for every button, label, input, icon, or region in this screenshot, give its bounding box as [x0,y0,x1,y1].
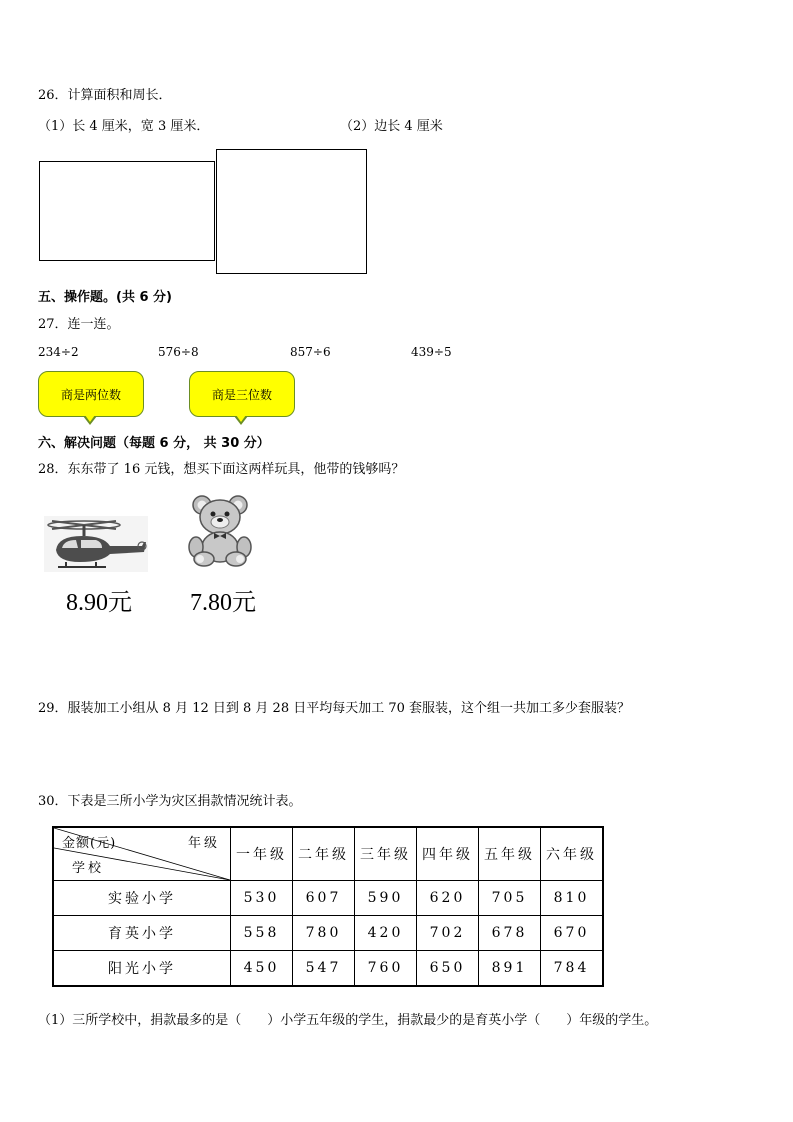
label-two-digit-text: 商是两位数 [60,387,121,402]
table-cell: 420 [355,916,417,951]
table-cell: 450 [231,951,293,986]
table-cell: 547 [293,951,355,986]
table-cell: 891 [479,951,541,986]
table-cell: 558 [231,916,293,951]
table-cell: 620 [417,881,479,916]
table-row [53,881,603,916]
corner-school-label: 学校 [72,861,105,876]
grade-header-5: 五年级 [479,827,541,881]
table-cell: 670 [541,916,604,951]
grade-header-3: 三年级 [355,827,417,881]
grade-header-2: 二年级 [293,827,355,881]
helicopter-toy-image [44,516,148,572]
q26-part2: （2）边长 4 厘米 [340,119,443,134]
table-cell: 590 [355,881,417,916]
table-cell: 607 [293,881,355,916]
school-name: 实验小学 [53,881,231,916]
label-three-digit-quotient[interactable] [189,371,295,417]
teddy-bear-price: 7.80元 [190,590,256,616]
q26-part1: （1）长 4 厘米，宽 3 厘米． [38,119,210,134]
table-cell: 784 [541,951,604,986]
q26-title: 26．计算面积和周长． [38,88,172,103]
rectangle-figure [39,161,215,261]
table-cell: 705 [479,881,541,916]
corner-amount-label: 金额(元) [62,836,117,851]
label-two-digit-quotient[interactable] [38,371,144,417]
corner-grade-label: 年级 [187,836,220,851]
helicopter-price: 8.90元 [66,590,132,616]
table-cell: 760 [355,951,417,986]
q30-sub-question-1: （1）三所学校中，捐款最多的是（ ）小学五年级的学生，捐款最少的是育英小学（ ）年级的学生。 [38,1013,658,1028]
section6-title: 六、解决问题（每题 6 分， 共 30 分） [38,436,270,451]
table-row [53,916,603,951]
table-cell: 780 [293,916,355,951]
table-cell: 678 [479,916,541,951]
square-figure [216,149,367,274]
table-cell: 810 [541,881,604,916]
expression-2: 576÷8 [158,345,199,359]
label-three-digit-text: 商是三位数 [211,387,272,402]
grade-header-6: 六年级 [541,827,604,881]
section5-title: 五、操作题。(共 6 分) [38,290,172,305]
grade-header-4: 四年级 [417,827,479,881]
q29-title: 29．服装加工小组从 8 月 12 日到 8 月 28 日平均每天加工 70 套服装，这个组一共加工多少套服装？ [38,701,631,716]
q28-title: 28．东东带了 16 元钱，想买下面这两样玩具，他带的钱够吗？ [38,462,405,477]
expression-4: 439÷5 [411,345,452,359]
grade-header-1: 一年级 [231,827,293,881]
q27-title: 27．连一连。 [38,317,120,332]
table-cell: 702 [417,916,479,951]
table-cell: 650 [417,951,479,986]
table-cell: 530 [231,881,293,916]
q30-title: 30．下表是三所小学为灾区捐款情况统计表。 [38,794,302,809]
teddy-bear-toy-image [186,495,256,567]
table-row [53,951,603,986]
expression-3: 857÷6 [290,345,331,359]
donation-table [52,826,604,987]
table-corner-header [53,827,231,881]
school-name: 阳光小学 [53,951,231,986]
table-header-row [53,827,603,881]
school-name: 育英小学 [53,916,231,951]
expression-1: 234÷2 [38,345,79,359]
